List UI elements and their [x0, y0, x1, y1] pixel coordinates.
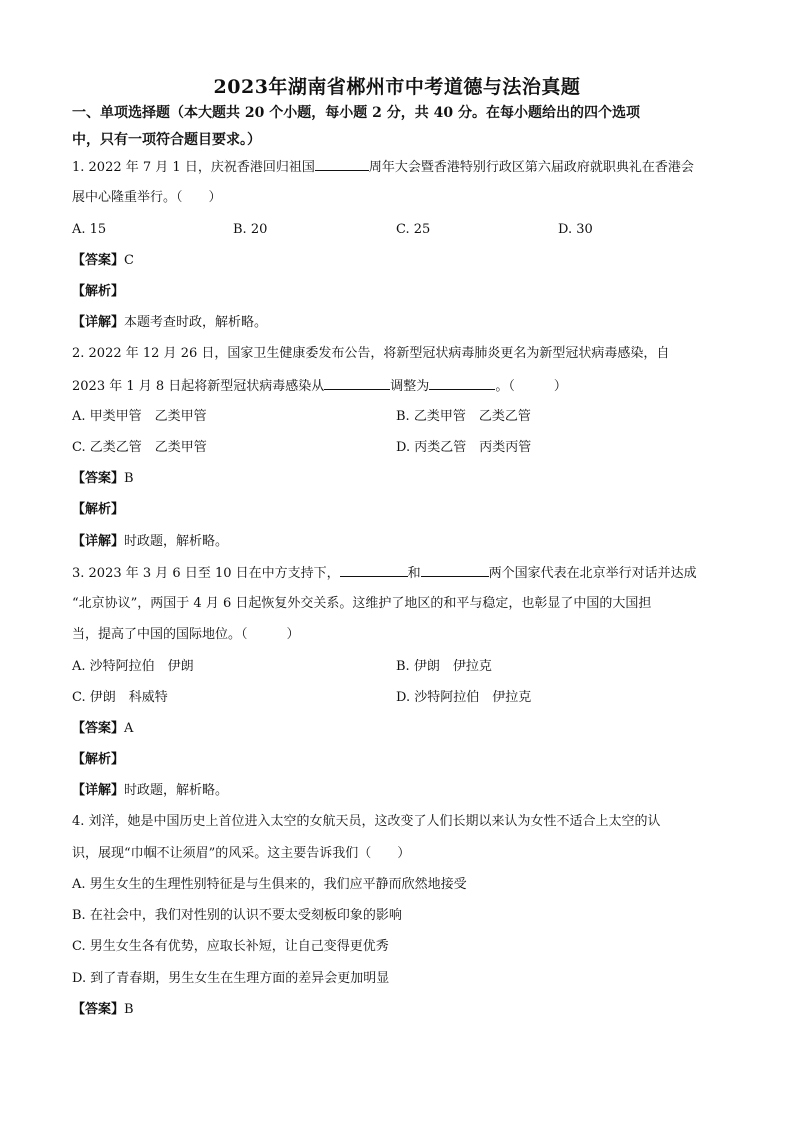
q1-option-c: C. 25 [396, 222, 431, 237]
answer-label: 【答案】 [72, 1002, 125, 1017]
q4-option-b: B. 在社会中，我们对性别的认识不要太受刻板印象的影响 [72, 908, 402, 923]
q4-stem-line1: 4. 刘洋，她是中国历史上首位进入太空的女航天员，这改变了人们长期以来认为女性不适合上太空的认 [72, 814, 661, 829]
q4-answer [72, 1001, 134, 1019]
q3-stem-line3: 当，提高了中国的国际地位。（ ） [72, 627, 300, 642]
q3-stem-line2: “北京协议”，两国于 4 月 6 日起恢复外交关系。这维护了地区的和平与稳定，也彰显了中国的大国担 [72, 596, 652, 611]
q3-stem-line1 [72, 564, 697, 583]
q3-answer-value: A [124, 721, 134, 736]
q2-option-a: A. 甲类甲管 乙类甲管 [72, 409, 207, 424]
q2-blank-1 [324, 377, 390, 390]
q1-option-a: A. 15 [72, 222, 107, 237]
analysis-label: 【解析】 [72, 284, 125, 299]
q3-stem-part-a: 3. 2023 年 3 月 6 日至 10 日在中方支持下， [72, 566, 340, 581]
detail-label: 【详解】 [72, 315, 125, 330]
q1-detail [72, 314, 267, 332]
q2-stem-line2 [72, 377, 567, 396]
q1-detail-text: 本题考查时政，解析略。 [124, 315, 268, 330]
answer-label: 【答案】 [72, 721, 125, 736]
q1-answer [72, 252, 134, 270]
q2-option-c: C. 乙类乙管 乙类甲管 [72, 440, 207, 455]
q3-analysis [72, 751, 124, 769]
q1-stem-part-a: 1. 2022 年 7 月 1 日，庆祝香港回归祖国 [72, 160, 315, 175]
q1-answer-value: C [124, 253, 134, 268]
q1-stem-line2: 展中心隆重举行。（ ） [72, 190, 222, 205]
q3-option-a: A. 沙特阿拉伯 伊朗 [72, 659, 194, 674]
q2-stem-part-c: 。（ ） [495, 379, 567, 394]
q3-option-b: B. 伊朗 伊拉克 [396, 659, 492, 674]
q1-option-d: D. 30 [558, 222, 593, 237]
q4-option-a: A. 男生女生的生理性别特征是与生俱来的，我们应平静而欣然地接受 [72, 877, 467, 892]
q3-blank-1 [340, 564, 408, 577]
q2-option-d: D. 丙类乙管 丙类丙管 [396, 440, 532, 455]
q3-option-d: D. 沙特阿拉伯 伊拉克 [396, 690, 532, 705]
q2-answer [72, 470, 134, 488]
q3-detail [72, 782, 228, 800]
q2-blank-2 [429, 377, 495, 390]
q3-option-c: C. 伊朗 科威特 [72, 690, 168, 705]
detail-label: 【详解】 [72, 534, 125, 549]
q4-option-c: C. 男生女生各有优势，应取长补短，让自己变得更优秀 [72, 939, 389, 954]
q3-answer [72, 720, 133, 738]
q2-detail [72, 533, 228, 551]
q1-stem-line1 [72, 158, 694, 177]
q2-stem-part-a: 2023 年 1 月 8 日起将新型冠状病毒感染从 [72, 379, 325, 394]
q2-answer-value: B [124, 471, 134, 486]
q2-detail-text: 时政题，解析略。 [124, 534, 229, 549]
q1-option-b: B. 20 [233, 222, 268, 237]
q1-blank [315, 158, 369, 171]
analysis-label: 【解析】 [72, 752, 125, 767]
answer-label: 【答案】 [72, 471, 125, 486]
q4-option-d: D. 到了青春期，男生女生在生理方面的差异会更加明显 [72, 971, 390, 986]
q2-stem-part-b: 调整为 [390, 379, 430, 394]
section-heading-line2: 中，只有一项符合题目要求。） [72, 132, 261, 148]
q3-stem-part-b: 和 [407, 566, 421, 581]
q2-stem-line1: 2. 2022 年 12 月 26 日，国家卫生健康委发布公告，将新型冠状病毒肺炎更名为新型冠状病毒感染，自 [72, 346, 670, 361]
q2-option-b: B. 乙类甲管 乙类乙管 [396, 409, 531, 424]
q1-stem-part-b: 周年大会暨香港特别行政区第六届政府就职典礼在香港会 [368, 160, 694, 175]
section-heading-line1: 一、单项选择题（本大题共 20 个小题，每小题 2 分，共 40 分。在每小题给出的四个选项 [72, 105, 640, 121]
q3-stem-part-c: 两个国家代表在北京举行对话并达成 [488, 566, 697, 581]
answer-label: 【答案】 [72, 253, 125, 268]
q3-blank-2 [421, 564, 489, 577]
q4-answer-value: B [124, 1002, 134, 1017]
analysis-label: 【解析】 [72, 502, 125, 517]
detail-label: 【详解】 [72, 783, 125, 798]
q1-analysis [72, 283, 124, 301]
page-title: 2023年湖南省郴州市中考道德与法治真题 [213, 76, 581, 98]
q4-stem-line2: 识，展现“巾帼不让须眉”的风采。这主要告诉我们（ ） [72, 846, 411, 861]
q3-detail-text: 时政题，解析略。 [124, 783, 229, 798]
q2-analysis [72, 501, 124, 519]
